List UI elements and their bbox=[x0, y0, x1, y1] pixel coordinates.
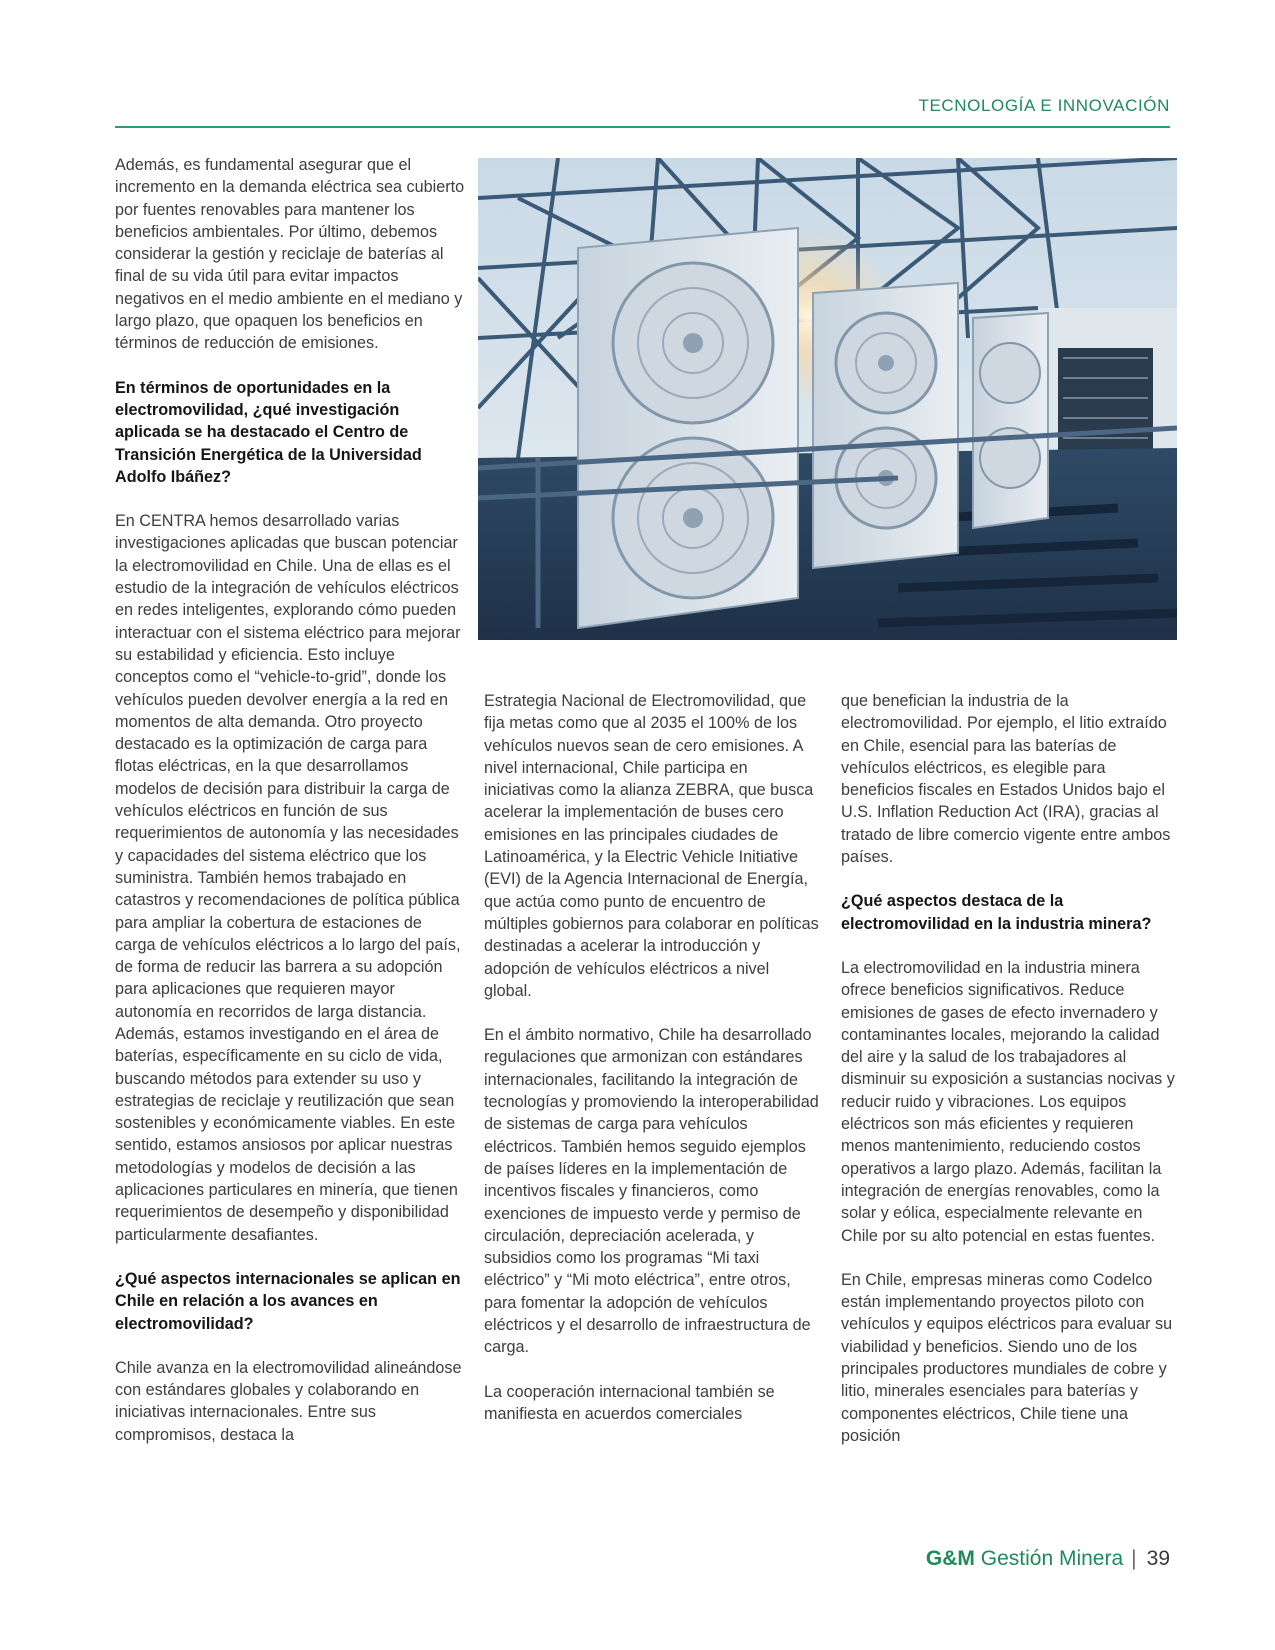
paragraph: La cooperación internacional también se manifiesta en acuerdos comerciales bbox=[484, 1382, 775, 1423]
interview-question: En términos de oportunidades en la electromovilidad, ¿qué investigación aplicada se ha destacado el Centro de Transición Energética de la Universidad Adolfo Ibáñez? bbox=[115, 378, 422, 486]
text-column-left bbox=[115, 154, 465, 1468]
page-footer bbox=[926, 1547, 1170, 1571]
rooftop-hvac-condenser-units-photo-icon bbox=[478, 158, 1177, 640]
paragraph: En el ámbito normativo, Chile ha desarrollado regulaciones que armonizan con estándares internacionales, facilitando la integración de tecnologías y promoviendo la interoperabilidad de sistemas de carga para vehículos eléctricos. También hemos seguido ejemplos de países líderes en la implementación de incentivos fiscales y financieros, como exenciones de impuesto verde y permiso de circulación, depreciación acelerada, y subsidios como los programas “Mi taxi eléctrico” y “Mi moto eléctrica”, entre otros, para fomentar la adopción de vehículos eléctricos y el desarrollo de infraestructura de carga. bbox=[484, 1026, 819, 1357]
paragraph: La electromovilidad en la industria minera ofrece beneficios significativos. Reduce emisiones de gases de efecto invernadero y contaminantes locales, mejorando la calidad del aire y la salud de los trabajadores al disminuir su exposición a sustancias nocivas y reducir ruido y vibraciones. Los equipos eléctricos son más eficientes y requieren menos mantenimiento, reduciendo costos operativos a largo plazo. Además, facilitan la integración de energías renovables, como la solar y eólica, especialmente relevante en Chile por su alto potencial en estas fuentes. bbox=[841, 958, 1175, 1245]
paragraph: que benefician la industria de la electromovilidad. Por ejemplo, el litio extraído en Chile, esencial para las baterías de vehículos eléctricos, es elegible para beneficios fiscales en Estados Unidos bajo el U.S. Inflation Reduction Act (IRA), gracias al tratado de libre comercio vigente entre ambos países. bbox=[841, 692, 1171, 867]
page-number: 39 bbox=[1146, 1547, 1170, 1570]
publication-name: Gestión Minera bbox=[980, 1547, 1124, 1570]
interview-question: ¿Qué aspectos destaca de la electromovilidad en la industria minera? bbox=[841, 892, 1152, 933]
paragraph: Chile avanza en la electromovilidad alineándose con estándares globales y colaborando en iniciativas internacionales. Entre sus compromisos, destaca la bbox=[115, 1358, 462, 1444]
section-header bbox=[115, 92, 1170, 128]
paragraph: Además, es fundamental asegurar que el incremento en la demanda eléctrica sea cubierto por fuentes renovables para mantener los beneficios ambientales. Por último, debemos considerar la gestión y reciclaje de baterías al final de su vida útil para evitar impactos negativos en el medio ambiente en el mediano y largo plazo, que opaquen los beneficios en términos de reducción de emisiones. bbox=[115, 156, 465, 353]
article-photo bbox=[478, 158, 1177, 640]
brand-logo: G&M bbox=[925, 1547, 975, 1570]
footer-separator: | bbox=[1131, 1547, 1137, 1570]
paragraph: Estrategia Nacional de Electromovilidad, que fija metas como que al 2035 el 100% de los vehículos nuevos sean de cero emisiones. A nivel internacional, Chile participa en iniciativas como la alianza ZEBRA, que busca acelerar la implementación de buses cero emisiones en las principales ciudades de Latinoamérica, y la Electric Vehicle Initiative (EVI) de la Agencia Internacional de Energía, que actúa como punto de encuentro de múltiples gobiernos para colaborar en políticas destinadas a acelerar la introducción y adopción de vehículos eléctricos a nivel global. bbox=[484, 692, 819, 1000]
text-column-middle bbox=[484, 690, 819, 1447]
interview-question: ¿Qué aspectos internacionales se aplican en Chile en relación a los avances en electromovilidad? bbox=[115, 1269, 461, 1333]
paragraph: En CENTRA hemos desarrollado varias investigaciones aplicadas que buscan potenciar la electromovilidad en Chile. Una de ellas es el estudio de la integración de vehículos eléctricos en redes inteligentes, explorando cómo pueden interactuar con el sistema eléctrico para mejorar su estabilidad y eficiencia. Esto incluye conceptos como el “vehicle-to-grid”, donde los vehículos pueden devolver energía a la red en momentos de alta demanda. Otro proyecto destacado es la optimización de carga para flotas eléctricas, en la que desarrollamos modelos de decisión para distribuir la carga de vehículos eléctricos en función de sus requerimientos de autonomía y las necesidades y capacidades del sistema eléctrico que los suministra. También hemos trabajado en catastros y recomendaciones de política pública para ampliar la cobertura de estaciones de carga de vehículos eléctricos a lo largo del país, de forma de reducir las barrera a su adopción para aplicaciones que requieren mayor autonomía en recorridos de larga distancia. Además, estamos investigando en el área de baterías, específicamente en su ciclo de vida, buscando métodos para extender su uso y estrategias de reciclaje y reutilización que sean sostenibles y económicamente viables. En este sentido, estamos ansiosos por aplicar nuestras metodologías y modelos de decisión a las aplicaciones particulares en minería, que tienen requerimientos de desempeño y disponibilidad particularmente desafiantes. bbox=[115, 512, 461, 1244]
paragraph: En Chile, empresas mineras como Codelco están implementando proyectos piloto con vehículos y equipos eléctricos para evaluar su viabilidad y beneficios. Siendo uno de los principales productores mundiales de cobre y litio, minerales esenciales para baterías y componentes eléctricos, Chile tiene una posición bbox=[841, 1270, 1173, 1445]
text-column-right bbox=[841, 690, 1176, 1469]
section-title: TECNOLOGÍA E INNOVACIÓN bbox=[918, 96, 1170, 115]
